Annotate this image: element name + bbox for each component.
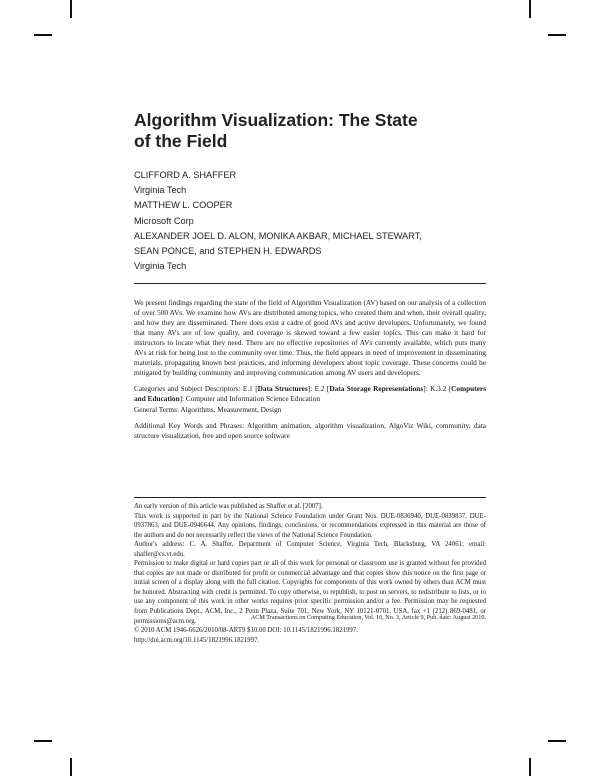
footnote: This work is supported in part by the National Science Foundation under Grant Nos. DUE-0836940, DUE-0839837, DUE-0937863, and DUE-0946644. Any opinions, findings, conclusions, or recommendations expressed in this material are those of the authors and do not necessarily reflect the views of the National Science Foundation. [134, 512, 486, 539]
article-metadata [134, 384, 486, 442]
author-affiliation: Virginia Tech [134, 261, 187, 272]
category-bold: Data Storage Representations [329, 383, 424, 393]
article-first-page [134, 110, 486, 441]
footnote: Author's address: C. A. Shaffer, Department of Computer Science, Virginia Tech, Blacksburg, VA 24061; email: shaffer@cs.vt.edu. [134, 541, 486, 558]
crop-mark [548, 34, 566, 36]
footnote: An early version of this article was published as Shaffer et al. [2007]. [134, 503, 323, 510]
author-name: SEAN PONCE, and STEPHEN H. EDWARDS [134, 246, 322, 257]
crop-mark [529, 758, 531, 776]
footnote: © 2010 ACM 1946-6626/2010/08-ART9 $10.00 DOI: 10.1145/1821996.1821997. [134, 627, 358, 635]
footnote: http://doi.acm.org/10.1145/1821996.1821997. [134, 636, 260, 644]
author-name: MATTHEW L. COOPER [134, 200, 233, 211]
crop-mark [548, 740, 566, 742]
author-name: ALEXANDER JOEL D. ALON, MONIKA AKBAR, MICHAEL STEWART, [134, 230, 422, 241]
footnote-rule [134, 497, 486, 498]
article-title [134, 110, 486, 152]
author-affiliation: Microsoft Corp [134, 215, 194, 226]
title-line: Algorithm Visualization: The State [134, 110, 418, 130]
journal-line: ACM Transactions on Computing Education, Vol. 10, No. 3, Article 9, Pub. date: August 2010. [250, 614, 486, 621]
general-terms: General Terms: Algorithms, Measurement, Design [134, 405, 282, 415]
crop-mark [34, 740, 52, 742]
abstract: We present findings regarding the state of the field of Algorithm Visualization (AV) based on our analysis of a collection of over 500 AVs. We examine how AVs are distributed among topics, who created them and when, their overall quality, and how they are disseminated. There does exist a cadre of good AVs and active developers. Unfortunately, we found that many AVs are of low quality, and coverage is skewed toward a few easier topics. This can make it hard for instructors to locate what they need. There are no effective repositories of AVs currently available, which puts many AVs at risk for being lost to the community over time. Thus, the field appears in need of improvement in disseminating materials, propagating known best practices, and informing developers about topic coverage. These concerns could be mitigated by building community and improving communication among AV users and developers. [134, 298, 486, 377]
author-affiliation: Virginia Tech [134, 185, 187, 196]
footnotes [134, 502, 486, 645]
categories-text: ]: Computer and Information Science Education [179, 393, 321, 403]
keywords: Additional Key Words and Phrases: Algorithm animation, algorithm visualization, AlgoViz Wiki, community, data structure visualization, free and open source software [134, 421, 486, 441]
categories-text: ]: E.2 [ [307, 383, 330, 393]
categories-text: ]: K.3.2 [ [423, 383, 452, 393]
title-line: of the Field [134, 131, 228, 151]
footnote-block [134, 497, 486, 645]
crop-mark [70, 758, 72, 776]
footnote: Permission to make digital or hard copies part or all of this work for personal or classroom use is granted without fee provided that copies are not made or distributed for profit or commercial advantage and that copies show this notice on the first page or initial screen of a display along with the full citation. Copyrights for components of this work owned by others than ACM must be honored. Abstracting with credit is permitted. To copy otherwise, to republish, to post on servers, to redistribute to lists, or to use any component of this work in other works requires prior specific permission and/or a fee. Permission may be requested from Publications Dept., ACM, Inc., 2 Penn Plaza, Suite 701, New York, NY 10121-0701, USA, fax +1 (212) 869-0481, or permissions@acm.org. [134, 560, 486, 625]
category-bold: Data Structures [257, 383, 308, 393]
crop-mark [529, 0, 531, 18]
categories [134, 384, 486, 404]
categories-text: Categories and Subject Descriptors: E.1 [ [134, 383, 258, 393]
crop-mark [70, 0, 72, 18]
header-rule [134, 283, 486, 284]
category-bold: Computers and Education [134, 383, 486, 403]
author-name: CLIFFORD A. SHAFFER [134, 170, 237, 180]
crop-mark [34, 34, 52, 36]
author-block [134, 168, 486, 274]
